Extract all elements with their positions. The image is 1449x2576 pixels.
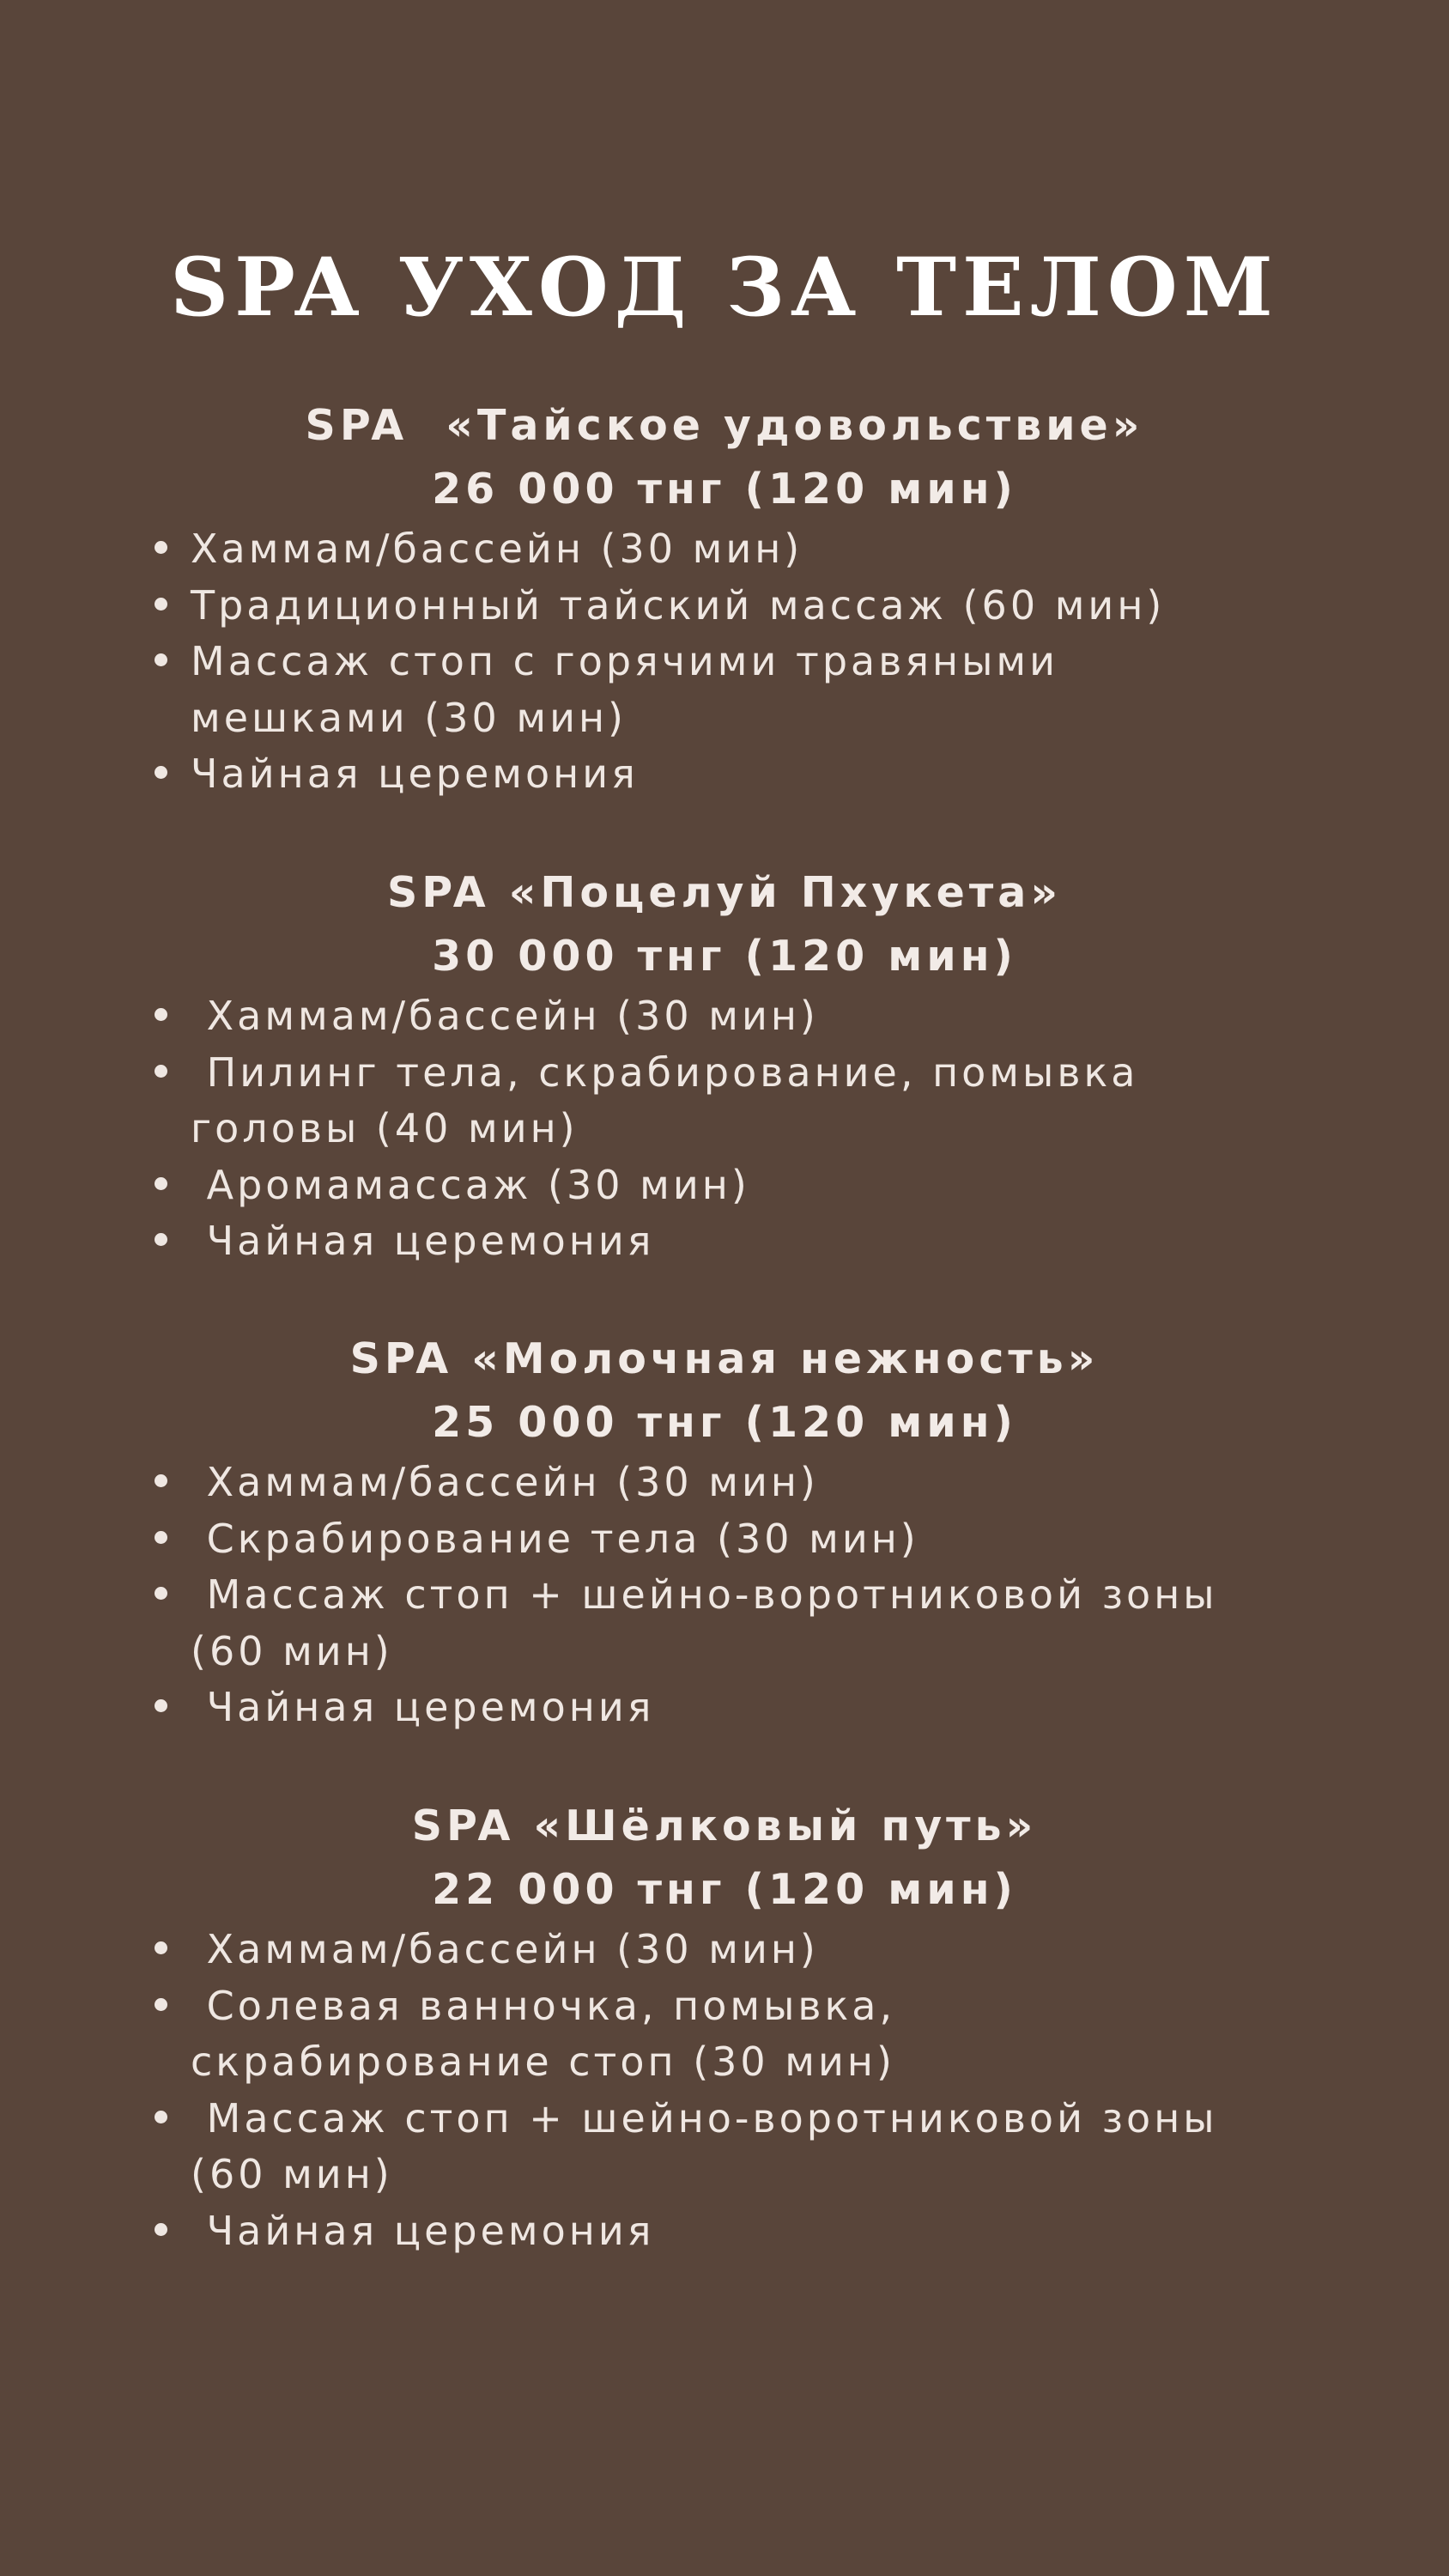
list-item: Хаммам/бассейн (30 мин) (0, 521, 1449, 578)
spa-program-milk-tenderness (0, 1327, 1449, 1736)
list-item: Массаж стоп + шейно-воротниковой зоны (60 мин) (0, 2091, 1449, 2203)
program-name: SPA «Молочная нежность» (349, 1334, 1100, 1383)
bullet-icon (148, 1045, 173, 1102)
spa-program-phuket-kiss (0, 861, 1449, 1270)
bullet-icon (148, 578, 173, 635)
list-item: Чайная церемония (0, 1213, 1449, 1270)
spa-program-thai-pleasure (0, 394, 1449, 803)
list-item: Солевая ванночка, помывка, скрабирование стоп (30 мин) (0, 1978, 1449, 2091)
list-item: Хаммам/бассейн (30 мин) (0, 1922, 1449, 1978)
bullet-icon (148, 2203, 173, 2260)
program-items-list (0, 988, 1449, 1270)
spa-program-silk-road (0, 1795, 1449, 2259)
list-item: Массаж стоп + шейно-воротниковой зоны (60 мин) (0, 1567, 1449, 1680)
bullet-icon (148, 1455, 173, 1511)
program-price: 30 000 тнг (120 мин) (432, 932, 1017, 981)
bullet-icon (148, 1680, 173, 1736)
list-item: Аромамассаж (30 мин) (0, 1157, 1449, 1214)
list-item: Чайная церемония (0, 746, 1449, 803)
program-name: SPA «Шёлковый путь» (411, 1801, 1038, 1850)
bullet-icon (148, 1157, 173, 1214)
list-item: Хаммам/бассейн (30 мин) (0, 988, 1449, 1045)
program-items-list (0, 1455, 1449, 1736)
bullet-icon (148, 1978, 173, 2035)
list-item: Пилинг тела, скрабирование, помывка головы (40 мин) (0, 1045, 1449, 1157)
page-title: SPA УХОД ЗА ТЕЛОМ (170, 240, 1279, 335)
program-price: 22 000 тнг (120 мин) (432, 1865, 1017, 1914)
bullet-icon (148, 634, 173, 690)
bullet-icon (148, 1922, 173, 1978)
bullet-icon (148, 746, 173, 803)
bullet-icon (148, 1567, 173, 1624)
bullet-icon (148, 1213, 173, 1270)
program-price: 25 000 тнг (120 мин) (432, 1398, 1017, 1447)
list-item: Традиционный тайский массаж (60 мин) (0, 578, 1449, 635)
list-item: Скрабирование тела (30 мин) (0, 1511, 1449, 1568)
list-item: Хаммам/бассейн (30 мин) (0, 1455, 1449, 1511)
list-item: Массаж стоп с горячими травяными мешками (30 мин) (0, 634, 1449, 746)
bullet-icon (148, 2091, 173, 2148)
program-name: SPA «Поцелуй Пхукета» (387, 868, 1062, 917)
program-items-list (0, 1922, 1449, 2259)
program-items-list (0, 521, 1449, 803)
program-price: 26 000 тнг (120 мин) (432, 465, 1017, 513)
list-item: Чайная церемония (0, 2203, 1449, 2260)
list-item: Чайная церемония (0, 1680, 1449, 1736)
program-name: SPA «Тайское удовольствие» (305, 401, 1144, 450)
bullet-icon (148, 988, 173, 1045)
bullet-icon (148, 1511, 173, 1568)
bullet-icon (148, 521, 173, 578)
